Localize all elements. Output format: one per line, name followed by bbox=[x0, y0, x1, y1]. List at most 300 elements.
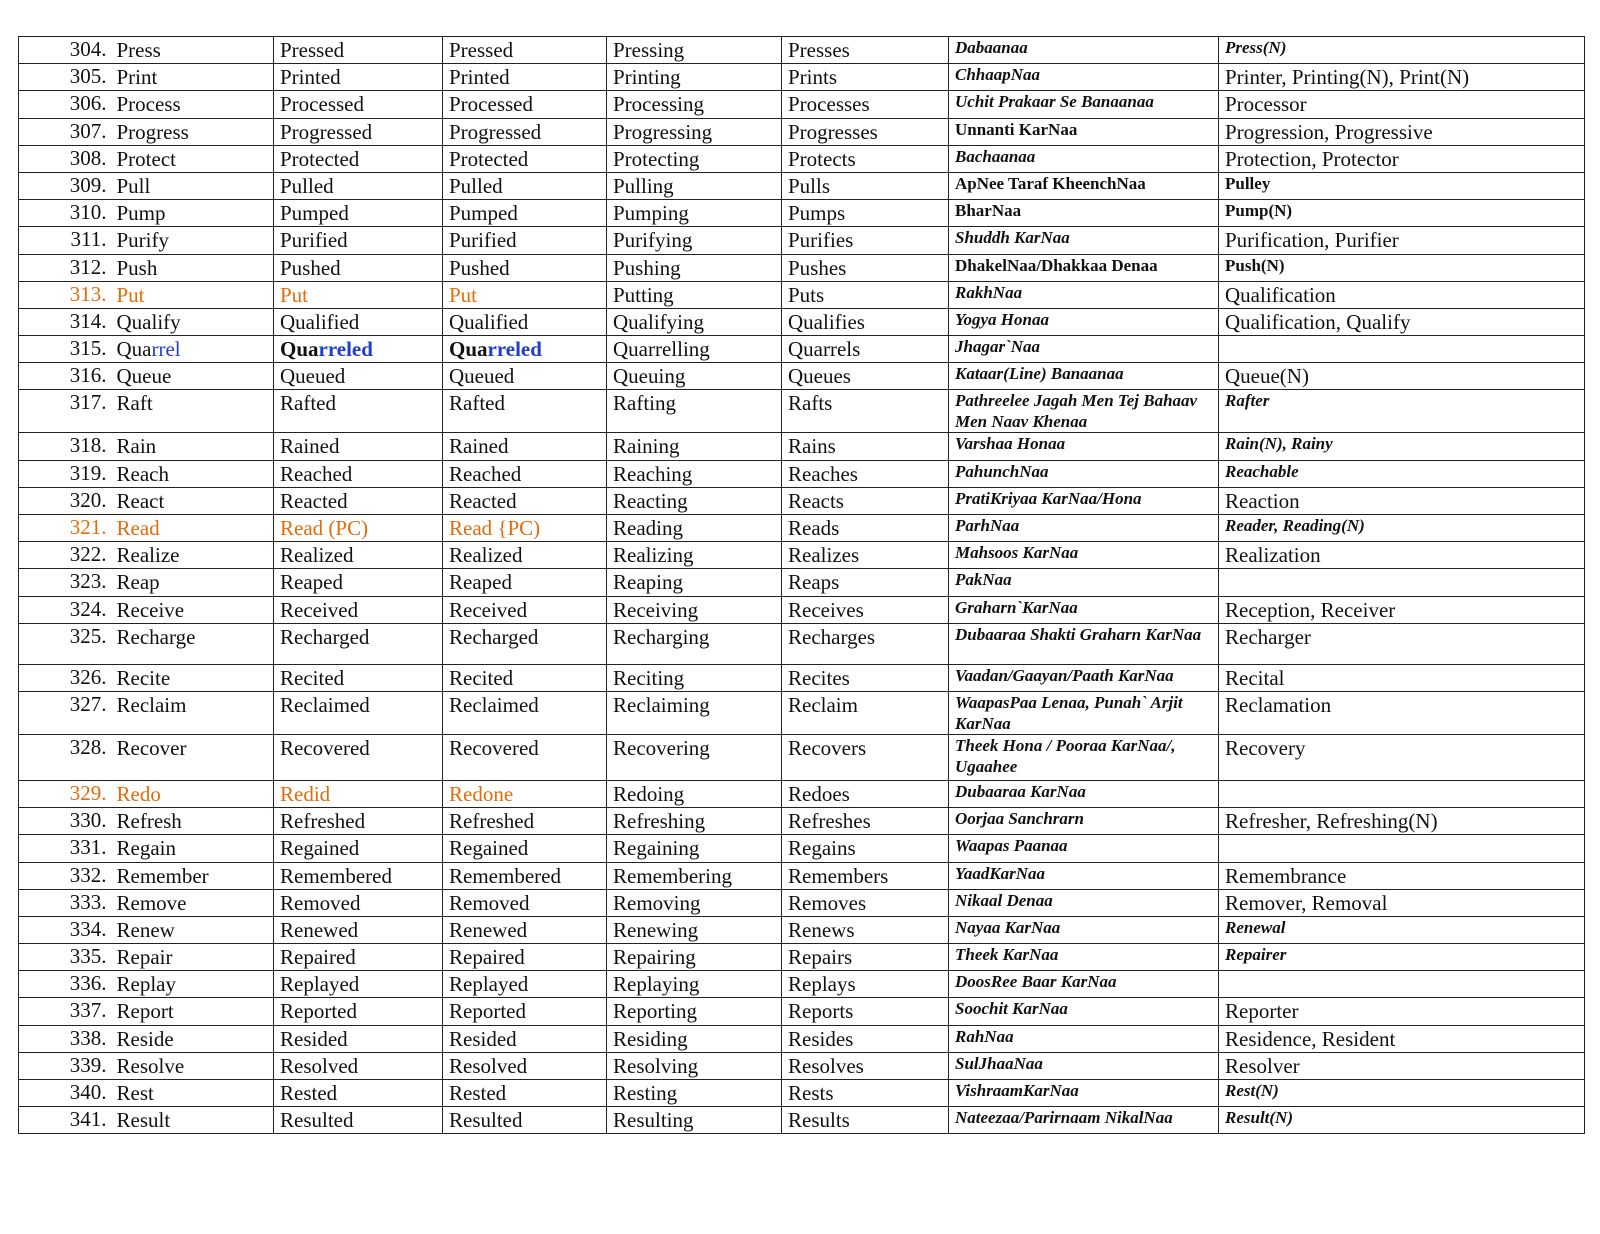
ing-form: Queuing bbox=[607, 363, 782, 390]
past-participle-form: Renewed bbox=[443, 916, 607, 943]
s-form: Remembers bbox=[782, 862, 949, 889]
past-participle-form: Received bbox=[443, 596, 607, 623]
row-number: 311. bbox=[19, 227, 111, 254]
base-form: Put bbox=[111, 281, 274, 308]
s-form: Reads bbox=[782, 515, 949, 542]
related-forms: Reader, Reading(N) bbox=[1219, 515, 1585, 542]
row-number: 333. bbox=[19, 889, 111, 916]
past-form: Put bbox=[274, 281, 443, 308]
row-number: 308. bbox=[19, 145, 111, 172]
past-form: Removed bbox=[274, 889, 443, 916]
past-participle-form: Resulted bbox=[443, 1107, 607, 1134]
base-form: Reclaim bbox=[111, 691, 274, 734]
s-form: Renews bbox=[782, 916, 949, 943]
table-row bbox=[19, 145, 1585, 172]
hindi-meaning: ChhaapNaa bbox=[949, 64, 1219, 91]
s-form: Purifies bbox=[782, 227, 949, 254]
base-form: Realize bbox=[111, 542, 274, 569]
related-forms: Pump(N) bbox=[1219, 200, 1585, 227]
past-participle-form: Qualified bbox=[443, 308, 607, 335]
related-forms bbox=[1219, 569, 1585, 596]
table-row bbox=[19, 1052, 1585, 1079]
s-form: Reaches bbox=[782, 460, 949, 487]
hindi-meaning: ApNee Taraf KheenchNaa bbox=[949, 172, 1219, 199]
s-form: Repairs bbox=[782, 944, 949, 971]
related-forms bbox=[1219, 971, 1585, 998]
base-form: Reap bbox=[111, 569, 274, 596]
hindi-meaning: Yogya Honaa bbox=[949, 308, 1219, 335]
table-row bbox=[19, 515, 1585, 542]
hindi-meaning: DoosRee Baar KarNaa bbox=[949, 971, 1219, 998]
table-row bbox=[19, 118, 1585, 145]
table-row bbox=[19, 596, 1585, 623]
table-row bbox=[19, 363, 1585, 390]
past-participle-form: Reaped bbox=[443, 569, 607, 596]
row-number: 307. bbox=[19, 118, 111, 145]
hindi-meaning: Pathreelee Jagah Men Tej Bahaav Men Naav Khenaa bbox=[949, 390, 1219, 433]
s-form: Recites bbox=[782, 664, 949, 691]
related-forms: Recharger bbox=[1219, 623, 1585, 664]
past-participle-form: Processed bbox=[443, 91, 607, 118]
related-forms: Recital bbox=[1219, 664, 1585, 691]
hindi-meaning: Nikaal Denaa bbox=[949, 889, 1219, 916]
related-forms: Progression, Progressive bbox=[1219, 118, 1585, 145]
related-forms: Queue(N) bbox=[1219, 363, 1585, 390]
related-forms: Result(N) bbox=[1219, 1107, 1585, 1134]
ing-form: Resulting bbox=[607, 1107, 782, 1134]
table-row bbox=[19, 460, 1585, 487]
past-participle-form: Reacted bbox=[443, 487, 607, 514]
past-participle-form: Regained bbox=[443, 835, 607, 862]
ing-form: Repairing bbox=[607, 944, 782, 971]
hindi-meaning: Dubaaraa KarNaa bbox=[949, 780, 1219, 807]
related-forms: Printer, Printing(N), Print(N) bbox=[1219, 64, 1585, 91]
table-row bbox=[19, 569, 1585, 596]
ing-form: Reaping bbox=[607, 569, 782, 596]
related-forms bbox=[1219, 835, 1585, 862]
past-form: Rafted bbox=[274, 390, 443, 433]
row-number: 340. bbox=[19, 1080, 111, 1107]
ing-form: Pulling bbox=[607, 172, 782, 199]
s-form: Regains bbox=[782, 835, 949, 862]
s-form: Results bbox=[782, 1107, 949, 1134]
past-participle-form: Redone bbox=[443, 780, 607, 807]
past-form: Realized bbox=[274, 542, 443, 569]
base-form: Recite bbox=[111, 664, 274, 691]
row-number: 327. bbox=[19, 691, 111, 734]
past-participle-form: Resided bbox=[443, 1025, 607, 1052]
hindi-meaning: Vaadan/Gaayan/Paath KarNaa bbox=[949, 664, 1219, 691]
s-form: Removes bbox=[782, 889, 949, 916]
related-forms: Residence, Resident bbox=[1219, 1025, 1585, 1052]
past-participle-form: Recovered bbox=[443, 734, 607, 780]
past-participle-form: Pumped bbox=[443, 200, 607, 227]
table-row bbox=[19, 336, 1585, 363]
past-participle-form: Pushed bbox=[443, 254, 607, 281]
table-row bbox=[19, 200, 1585, 227]
past-participle-form: Queued bbox=[443, 363, 607, 390]
row-number: 304. bbox=[19, 37, 111, 64]
table-row bbox=[19, 780, 1585, 807]
row-number: 332. bbox=[19, 862, 111, 889]
related-forms: Recovery bbox=[1219, 734, 1585, 780]
past-form: Recharged bbox=[274, 623, 443, 664]
ing-form: Reciting bbox=[607, 664, 782, 691]
base-form: Recover bbox=[111, 734, 274, 780]
base-form: Process bbox=[111, 91, 274, 118]
past-form: Queued bbox=[274, 363, 443, 390]
past-participle-form: Remembered bbox=[443, 862, 607, 889]
past-form: Progressed bbox=[274, 118, 443, 145]
ing-form: Raining bbox=[607, 433, 782, 460]
past-form: Purified bbox=[274, 227, 443, 254]
hindi-meaning: Kataar(Line) Banaanaa bbox=[949, 363, 1219, 390]
s-form: Redoes bbox=[782, 780, 949, 807]
hindi-meaning: Soochit KarNaa bbox=[949, 998, 1219, 1025]
row-number: 310. bbox=[19, 200, 111, 227]
ing-form: Qualifying bbox=[607, 308, 782, 335]
past-participle-form: Recharged bbox=[443, 623, 607, 664]
base-form: Redo bbox=[111, 780, 274, 807]
hindi-meaning: RahNaa bbox=[949, 1025, 1219, 1052]
base-form: Pull bbox=[111, 172, 274, 199]
ing-form: Realizing bbox=[607, 542, 782, 569]
related-forms: Push(N) bbox=[1219, 254, 1585, 281]
past-participle-form: Put bbox=[443, 281, 607, 308]
row-number: 321. bbox=[19, 515, 111, 542]
hindi-meaning: PakNaa bbox=[949, 569, 1219, 596]
hindi-meaning: Graharn`KarNaa bbox=[949, 596, 1219, 623]
table-row bbox=[19, 862, 1585, 889]
table-row bbox=[19, 1025, 1585, 1052]
hindi-meaning: Theek KarNaa bbox=[949, 944, 1219, 971]
s-form: Refreshes bbox=[782, 808, 949, 835]
base-form: Pump bbox=[111, 200, 274, 227]
hindi-meaning: Jhagar`Naa bbox=[949, 336, 1219, 363]
row-number: 330. bbox=[19, 808, 111, 835]
base-form: Remove bbox=[111, 889, 274, 916]
related-forms bbox=[1219, 780, 1585, 807]
row-number: 314. bbox=[19, 308, 111, 335]
ing-form: Putting bbox=[607, 281, 782, 308]
related-forms: Rafter bbox=[1219, 390, 1585, 433]
ing-form: Processing bbox=[607, 91, 782, 118]
ing-form: Progressing bbox=[607, 118, 782, 145]
past-participle-form: Realized bbox=[443, 542, 607, 569]
past-participle-form: Reached bbox=[443, 460, 607, 487]
table-row bbox=[19, 390, 1585, 433]
verb-table-page bbox=[18, 36, 1584, 1134]
hindi-meaning: Waapas Paanaa bbox=[949, 835, 1219, 862]
table-row bbox=[19, 542, 1585, 569]
past-participle-form: Resolved bbox=[443, 1052, 607, 1079]
past-form: Reached bbox=[274, 460, 443, 487]
table-row bbox=[19, 889, 1585, 916]
s-form: Qualifies bbox=[782, 308, 949, 335]
hindi-meaning: YaadKarNaa bbox=[949, 862, 1219, 889]
ing-form: Pushing bbox=[607, 254, 782, 281]
row-number: 320. bbox=[19, 487, 111, 514]
hindi-meaning: Shuddh KarNaa bbox=[949, 227, 1219, 254]
row-number: 328. bbox=[19, 734, 111, 780]
row-number: 337. bbox=[19, 998, 111, 1025]
past-participle-form: Rained bbox=[443, 433, 607, 460]
related-forms: Reception, Receiver bbox=[1219, 596, 1585, 623]
hindi-meaning: Dubaaraa Shakti Graharn KarNaa bbox=[949, 623, 1219, 664]
base-form: Receive bbox=[111, 596, 274, 623]
base-form: Qualify bbox=[111, 308, 274, 335]
past-form: Reaped bbox=[274, 569, 443, 596]
past-form: Resolved bbox=[274, 1052, 443, 1079]
related-forms: Reporter bbox=[1219, 998, 1585, 1025]
base-form: Reside bbox=[111, 1025, 274, 1052]
related-forms: Realization bbox=[1219, 542, 1585, 569]
related-forms: Purification, Purifier bbox=[1219, 227, 1585, 254]
table-row bbox=[19, 835, 1585, 862]
hindi-meaning: BharNaa bbox=[949, 200, 1219, 227]
s-form: Protects bbox=[782, 145, 949, 172]
row-number: 306. bbox=[19, 91, 111, 118]
row-number: 338. bbox=[19, 1025, 111, 1052]
ing-form: Purifying bbox=[607, 227, 782, 254]
related-forms: Refresher, Refreshing(N) bbox=[1219, 808, 1585, 835]
table-row bbox=[19, 664, 1585, 691]
s-form: Realizes bbox=[782, 542, 949, 569]
s-form: Prints bbox=[782, 64, 949, 91]
row-number: 335. bbox=[19, 944, 111, 971]
related-forms: Reachable bbox=[1219, 460, 1585, 487]
past-participle-form: Progressed bbox=[443, 118, 607, 145]
table-row bbox=[19, 308, 1585, 335]
related-forms: Resolver bbox=[1219, 1052, 1585, 1079]
ing-form: Replaying bbox=[607, 971, 782, 998]
ing-form: Reading bbox=[607, 515, 782, 542]
row-number: 322. bbox=[19, 542, 111, 569]
past-participle-form: Reported bbox=[443, 998, 607, 1025]
ing-form: Reporting bbox=[607, 998, 782, 1025]
ing-form: Resting bbox=[607, 1080, 782, 1107]
s-form: Recharges bbox=[782, 623, 949, 664]
base-form: Result bbox=[111, 1107, 274, 1134]
related-forms: Reaction bbox=[1219, 487, 1585, 514]
hindi-meaning: Varshaa Honaa bbox=[949, 433, 1219, 460]
past-form: Reported bbox=[274, 998, 443, 1025]
base-form: Purify bbox=[111, 227, 274, 254]
hindi-meaning: Dabaanaa bbox=[949, 37, 1219, 64]
past-participle-form: Removed bbox=[443, 889, 607, 916]
base-form: Remember bbox=[111, 862, 274, 889]
base-form: Rain bbox=[111, 433, 274, 460]
base-form: Replay bbox=[111, 971, 274, 998]
related-forms: Processor bbox=[1219, 91, 1585, 118]
hindi-meaning: Oorjaa Sanchrarn bbox=[949, 808, 1219, 835]
past-form: Renewed bbox=[274, 916, 443, 943]
base-form: Regain bbox=[111, 835, 274, 862]
s-form: Pumps bbox=[782, 200, 949, 227]
row-number: 315. bbox=[19, 336, 111, 363]
row-number: 319. bbox=[19, 460, 111, 487]
row-number: 334. bbox=[19, 916, 111, 943]
s-form: Recovers bbox=[782, 734, 949, 780]
past-form: Refreshed bbox=[274, 808, 443, 835]
past-participle-form: Quarreled bbox=[443, 336, 607, 363]
past-participle-form: Printed bbox=[443, 64, 607, 91]
hindi-meaning: PahunchNaa bbox=[949, 460, 1219, 487]
base-form: Report bbox=[111, 998, 274, 1025]
s-form: Reports bbox=[782, 998, 949, 1025]
base-form: Protect bbox=[111, 145, 274, 172]
ing-form: Refreshing bbox=[607, 808, 782, 835]
table-row bbox=[19, 91, 1585, 118]
base-form: Raft bbox=[111, 390, 274, 433]
base-form: Print bbox=[111, 64, 274, 91]
hindi-meaning: PratiKriyaa KarNaa/Hona bbox=[949, 487, 1219, 514]
hindi-meaning: DhakelNaa/Dhakkaa Denaa bbox=[949, 254, 1219, 281]
s-form: Resolves bbox=[782, 1052, 949, 1079]
past-form: Printed bbox=[274, 64, 443, 91]
ing-form: Reclaiming bbox=[607, 691, 782, 734]
past-form: Read (PC) bbox=[274, 515, 443, 542]
hindi-meaning: Bachaanaa bbox=[949, 145, 1219, 172]
table-row bbox=[19, 433, 1585, 460]
hindi-meaning: SulJhaaNaa bbox=[949, 1052, 1219, 1079]
row-number: 324. bbox=[19, 596, 111, 623]
table-row bbox=[19, 691, 1585, 734]
row-number: 318. bbox=[19, 433, 111, 460]
hindi-meaning: ParhNaa bbox=[949, 515, 1219, 542]
past-form: Pushed bbox=[274, 254, 443, 281]
s-form: Replays bbox=[782, 971, 949, 998]
table-row bbox=[19, 808, 1585, 835]
ing-form: Recharging bbox=[607, 623, 782, 664]
row-number: 316. bbox=[19, 363, 111, 390]
table-row bbox=[19, 37, 1585, 64]
s-form: Puts bbox=[782, 281, 949, 308]
row-number: 339. bbox=[19, 1052, 111, 1079]
base-form: Recharge bbox=[111, 623, 274, 664]
base-form: Refresh bbox=[111, 808, 274, 835]
past-form: Recovered bbox=[274, 734, 443, 780]
ing-form: Redoing bbox=[607, 780, 782, 807]
past-participle-form: Repaired bbox=[443, 944, 607, 971]
table-row bbox=[19, 227, 1585, 254]
past-form: Pumped bbox=[274, 200, 443, 227]
s-form: Rests bbox=[782, 1080, 949, 1107]
verb-table-body bbox=[19, 37, 1585, 1134]
past-form: Replayed bbox=[274, 971, 443, 998]
related-forms: Rest(N) bbox=[1219, 1080, 1585, 1107]
hindi-meaning: RakhNaa bbox=[949, 281, 1219, 308]
ing-form: Protecting bbox=[607, 145, 782, 172]
s-form: Progresses bbox=[782, 118, 949, 145]
hindi-meaning: VishraamKarNaa bbox=[949, 1080, 1219, 1107]
row-number: 317. bbox=[19, 390, 111, 433]
past-participle-form: Purified bbox=[443, 227, 607, 254]
past-form: Quarreled bbox=[274, 336, 443, 363]
past-participle-form: Rested bbox=[443, 1080, 607, 1107]
base-form: Push bbox=[111, 254, 274, 281]
hindi-meaning: Unnanti KarNaa bbox=[949, 118, 1219, 145]
past-form: Reclaimed bbox=[274, 691, 443, 734]
ing-form: Pressing bbox=[607, 37, 782, 64]
past-participle-form: Read {PC) bbox=[443, 515, 607, 542]
ing-form: Removing bbox=[607, 889, 782, 916]
hindi-meaning: Theek Hona / Pooraa KarNaa/, Ugaahee bbox=[949, 734, 1219, 780]
past-participle-form: Pressed bbox=[443, 37, 607, 64]
row-number: 331. bbox=[19, 835, 111, 862]
s-form: Resides bbox=[782, 1025, 949, 1052]
s-form: Reclaim bbox=[782, 691, 949, 734]
base-form: Press bbox=[111, 37, 274, 64]
row-number: 341. bbox=[19, 1107, 111, 1134]
table-row bbox=[19, 64, 1585, 91]
ing-form: Printing bbox=[607, 64, 782, 91]
row-number: 323. bbox=[19, 569, 111, 596]
hindi-meaning: Nayaa KarNaa bbox=[949, 916, 1219, 943]
s-form: Pulls bbox=[782, 172, 949, 199]
past-form: Received bbox=[274, 596, 443, 623]
row-number: 325. bbox=[19, 623, 111, 664]
base-form: React bbox=[111, 487, 274, 514]
s-form: Processes bbox=[782, 91, 949, 118]
table-row bbox=[19, 172, 1585, 199]
s-form: Queues bbox=[782, 363, 949, 390]
past-form: Qualified bbox=[274, 308, 443, 335]
past-participle-form: Pulled bbox=[443, 172, 607, 199]
s-form: Rafts bbox=[782, 390, 949, 433]
table-row bbox=[19, 281, 1585, 308]
s-form: Receives bbox=[782, 596, 949, 623]
related-forms: Repairer bbox=[1219, 944, 1585, 971]
base-form: Rest bbox=[111, 1080, 274, 1107]
past-form: Pulled bbox=[274, 172, 443, 199]
table-row bbox=[19, 916, 1585, 943]
past-form: Protected bbox=[274, 145, 443, 172]
s-form: Reaps bbox=[782, 569, 949, 596]
table-row bbox=[19, 1080, 1585, 1107]
past-participle-form: Reclaimed bbox=[443, 691, 607, 734]
past-form: Pressed bbox=[274, 37, 443, 64]
past-form: Rested bbox=[274, 1080, 443, 1107]
past-participle-form: Refreshed bbox=[443, 808, 607, 835]
s-form: Pushes bbox=[782, 254, 949, 281]
past-participle-form: Rafted bbox=[443, 390, 607, 433]
past-form: Regained bbox=[274, 835, 443, 862]
s-form: Presses bbox=[782, 37, 949, 64]
ing-form: Renewing bbox=[607, 916, 782, 943]
past-form: Recited bbox=[274, 664, 443, 691]
related-forms: Renewal bbox=[1219, 916, 1585, 943]
hindi-meaning: Mahsoos KarNaa bbox=[949, 542, 1219, 569]
related-forms: Qualification, Qualify bbox=[1219, 308, 1585, 335]
hindi-meaning: WaapasPaa Lenaa, Punah` Arjit KarNaa bbox=[949, 691, 1219, 734]
ing-form: Reaching bbox=[607, 460, 782, 487]
past-form: Repaired bbox=[274, 944, 443, 971]
table-row bbox=[19, 623, 1585, 664]
table-row bbox=[19, 487, 1585, 514]
past-form: Resulted bbox=[274, 1107, 443, 1134]
past-form: Remembered bbox=[274, 862, 443, 889]
row-number: 329. bbox=[19, 780, 111, 807]
s-form: Reacts bbox=[782, 487, 949, 514]
past-form: Resided bbox=[274, 1025, 443, 1052]
table-row bbox=[19, 944, 1585, 971]
base-form: Queue bbox=[111, 363, 274, 390]
base-form: Resolve bbox=[111, 1052, 274, 1079]
past-form: Redid bbox=[274, 780, 443, 807]
s-form: Rains bbox=[782, 433, 949, 460]
past-participle-form: Protected bbox=[443, 145, 607, 172]
